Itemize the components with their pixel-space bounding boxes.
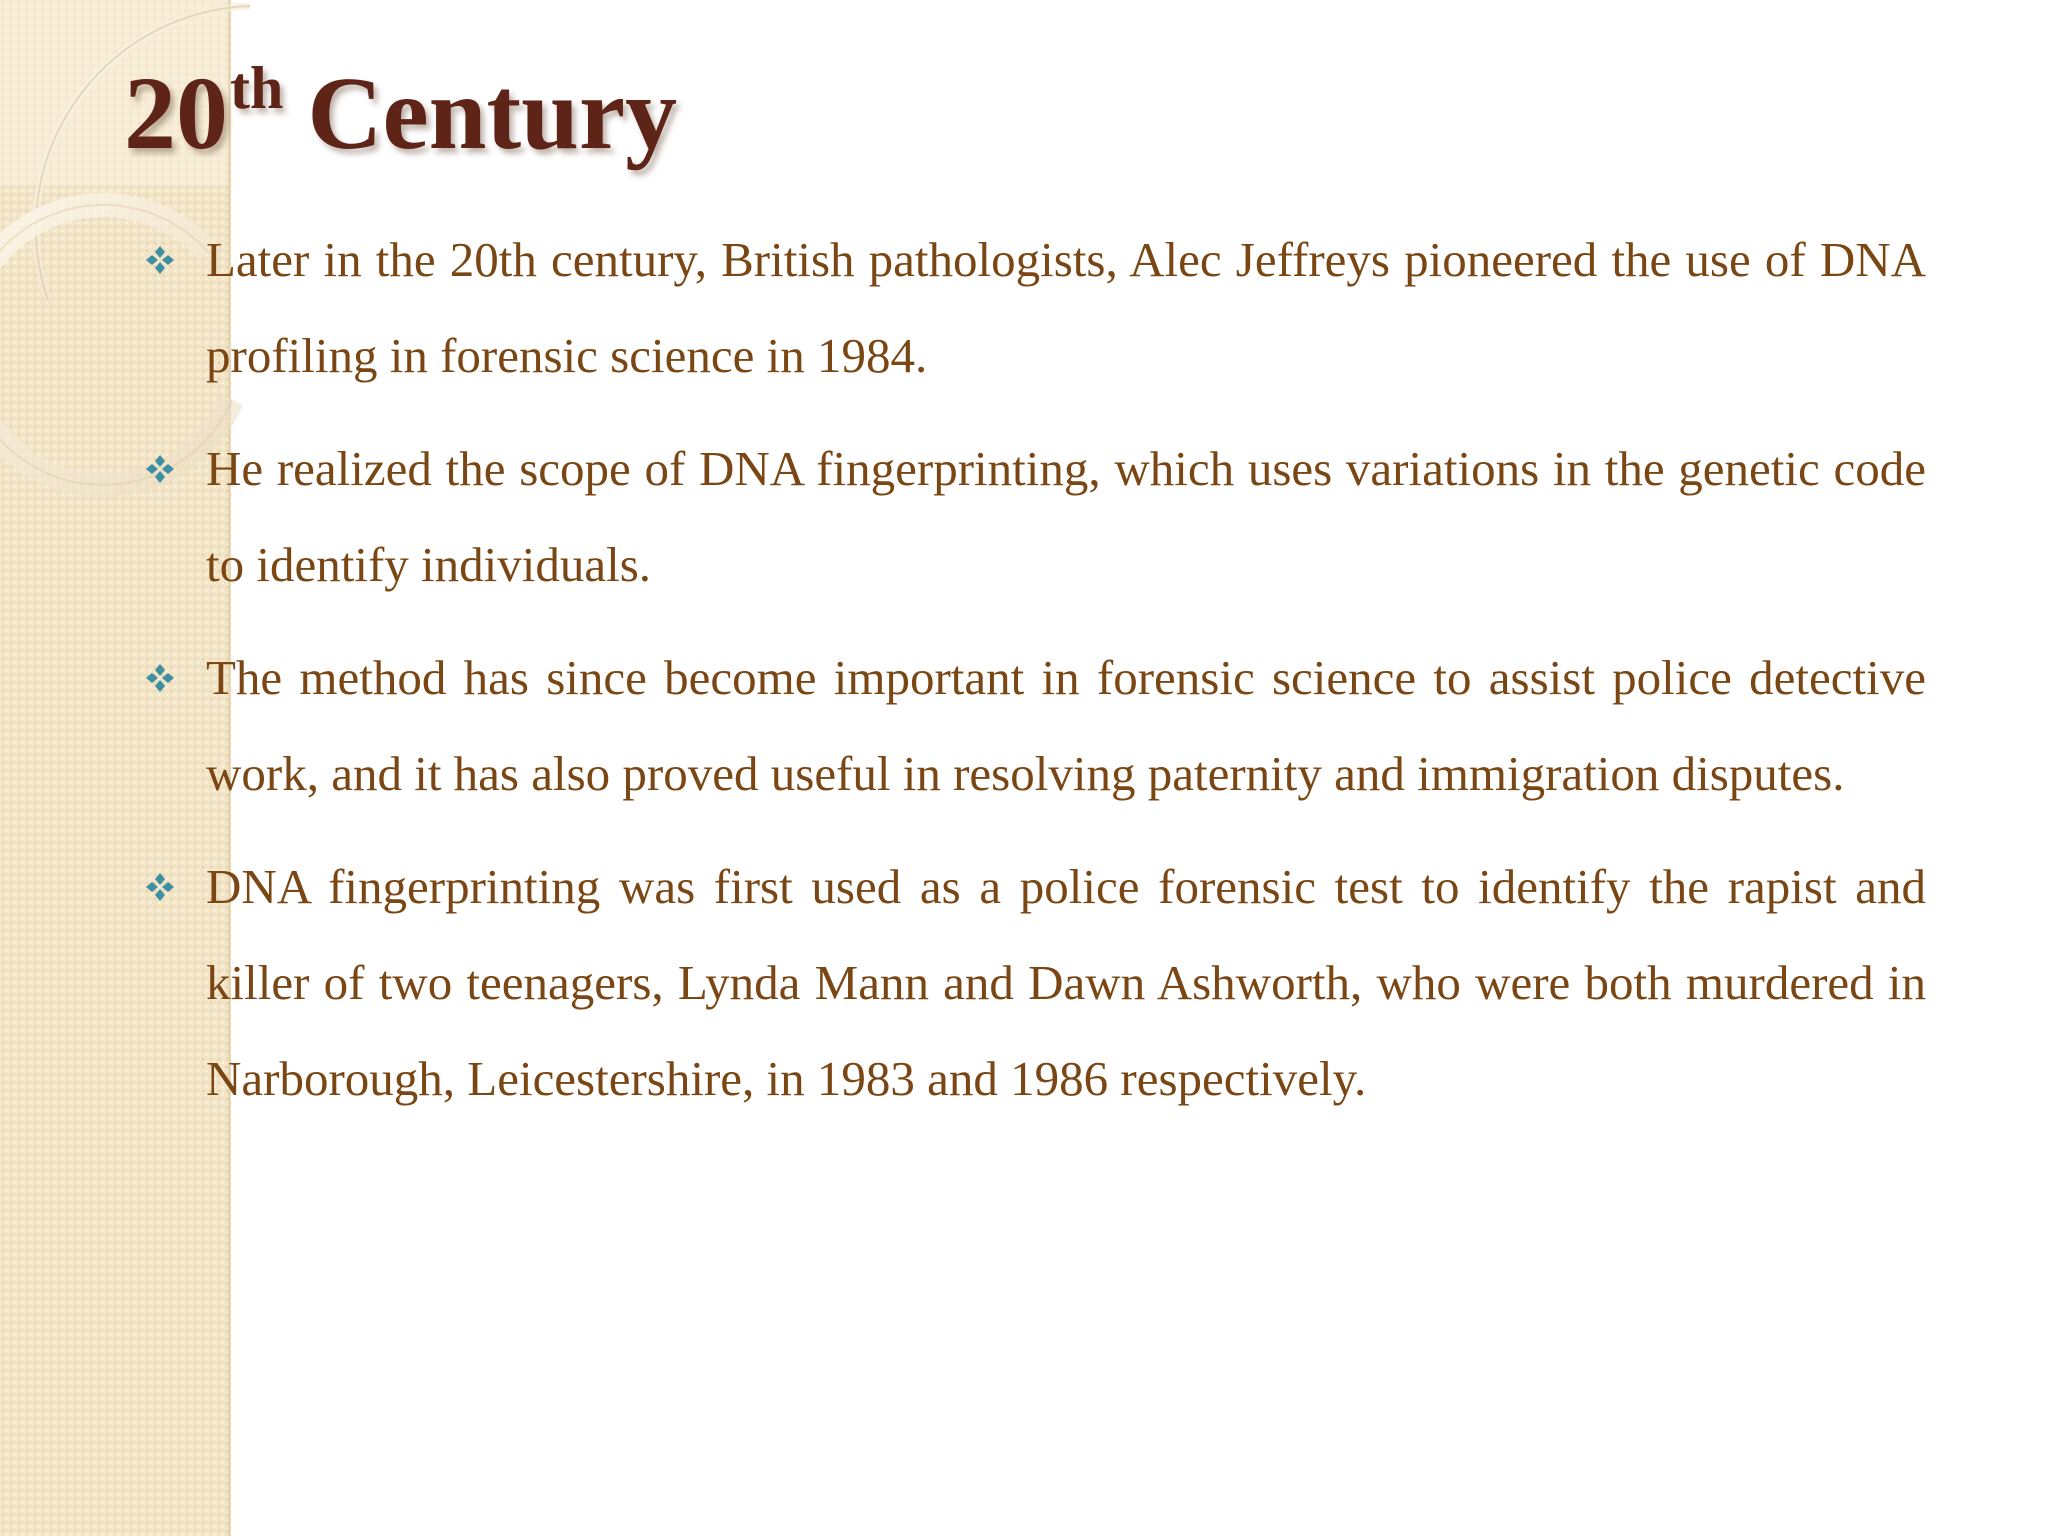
list-item — [140, 839, 1926, 1127]
list-item — [140, 212, 1926, 404]
bullet-text: The method has since become important in forensic science to assist police detective work, and it has also proved useful in resolving paternity and immigration disputes. — [206, 650, 1926, 801]
bullet-list — [140, 212, 1926, 1144]
bullet-text: He realized the scope of DNA fingerprinting, which uses variations in the genetic code to identify individuals. — [206, 441, 1926, 592]
list-item — [140, 630, 1926, 822]
bullet-text: DNA fingerprinting was first used as a police forensic test to identify the rapist and killer of two teenagers, Lynda Mann and Dawn Ashworth, who were both murdered in Narborough, Leicestershire, in 1983 and 1986 respectively. — [206, 859, 1926, 1106]
diamond-bullet-icon — [144, 871, 176, 903]
diamond-bullet-icon — [144, 453, 176, 485]
list-item — [140, 421, 1926, 613]
title-number: 20 — [124, 56, 228, 171]
title-word: Century — [307, 56, 678, 171]
title-superscript: th — [230, 55, 284, 121]
diamond-bullet-icon — [144, 244, 176, 276]
diamond-bullet-icon — [144, 662, 176, 694]
page-title — [124, 55, 678, 171]
bullet-text: Later in the 20th century, British pathologists, Alec Jeffreys pioneered the use of DNA profiling in forensic science in 1984. — [206, 232, 1926, 383]
